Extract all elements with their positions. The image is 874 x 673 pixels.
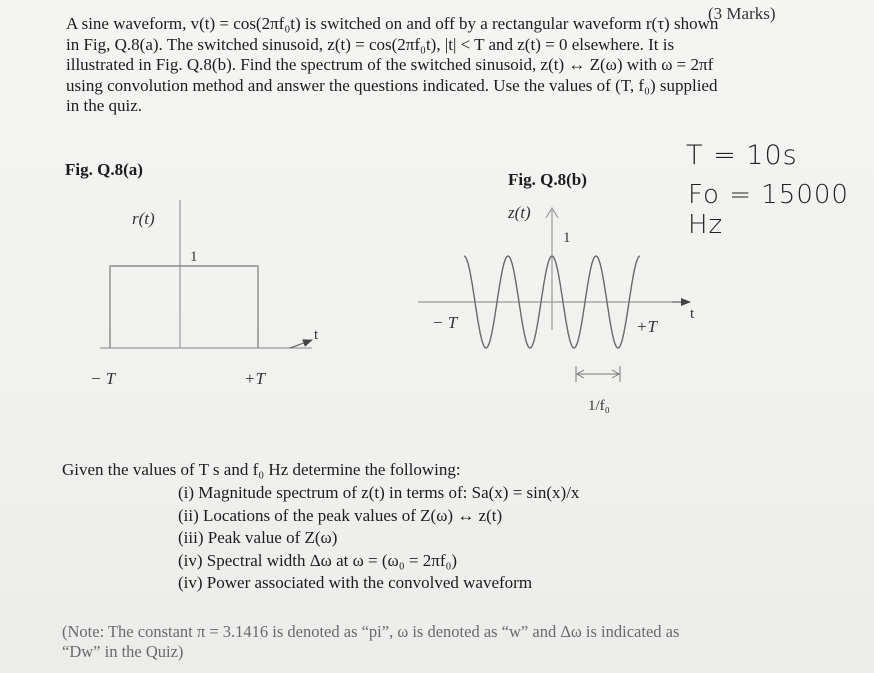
fig-a-pulse — [110, 266, 258, 348]
fig-b-ylabel: z(t) — [508, 203, 531, 222]
handwritten-t-value: T = 10s — [686, 140, 798, 171]
footer-note-line: “Dw” in the Quiz) — [62, 642, 184, 661]
fig-b-amplitude-label: 1 — [563, 230, 571, 246]
fig-b-right-label: +T — [636, 317, 657, 336]
given-intro: Given the values of T s and f₀ Hz determine the following: — [62, 460, 461, 479]
question-list — [178, 482, 579, 595]
fig-b-xlabel: t — [690, 306, 695, 322]
footer-note — [62, 622, 802, 662]
fig-a-xlabel: t — [314, 327, 319, 343]
problem-line: in the quiz. — [66, 96, 143, 115]
question-item: (iv) Power associated with the convolved waveform — [178, 573, 533, 592]
fig-a-diagram — [90, 200, 319, 388]
fig-a-arrow — [290, 340, 312, 348]
fig-a-left-label: − T — [90, 369, 116, 388]
fig-a-amplitude-label: 1 — [190, 249, 198, 265]
fig-a-ylabel: r(t) — [132, 209, 155, 228]
problem-line: illustrated in Fig. Q.8(b). Find the spectrum of the switched sinusoid, z(t) ↔ Z(ω) with ω = 2πf — [66, 55, 714, 74]
problem-line: using convolution method and answer the questions indicated. Use the values of (T, f₀) supplied — [66, 75, 718, 95]
question-item: (iv) Spectral width Δω at ω = (ω₀ = 2πf₀) — [178, 550, 458, 570]
fig-a-caption: Fig. Q.8(a) — [65, 160, 143, 179]
fig-b-period-label: 1/f₀ — [588, 398, 610, 414]
fig-a-right-label: +T — [244, 369, 265, 388]
handwritten-f-value: Fo = 15000 Hz — [688, 180, 849, 240]
fig-b-diagram — [418, 203, 695, 414]
problem-line: A sine waveform, v(t) = cos(2πf₀t) is switched on and off by a rectangular waveform r(τ) shown — [66, 14, 719, 33]
problem-line: in Fig, Q.8(a). The switched sinusoid, z(t) = cos(2πf₀t), |t| < T and z(t) = 0 elsewhere. It is — [66, 34, 675, 54]
question-item: (i) Magnitude spectrum of z(t) in terms of: Sa(x) = sin(x)/x — [178, 483, 580, 502]
marks-label: (3 Marks) — [708, 4, 776, 23]
fig-b-left-label: − T — [432, 313, 458, 332]
fig-b-caption: Fig. Q.8(b) — [508, 170, 587, 189]
question-item: (ii) Locations of the peak values of Z(ω) ↔ z(t) — [178, 505, 503, 525]
footer-note-line: (Note: The constant π = 3.1416 is denoted as “pi”, ω is denoted as “w” and Δω is indicated as — [62, 622, 680, 641]
question-item: (iii) Peak value of Z(ω) — [178, 528, 338, 547]
